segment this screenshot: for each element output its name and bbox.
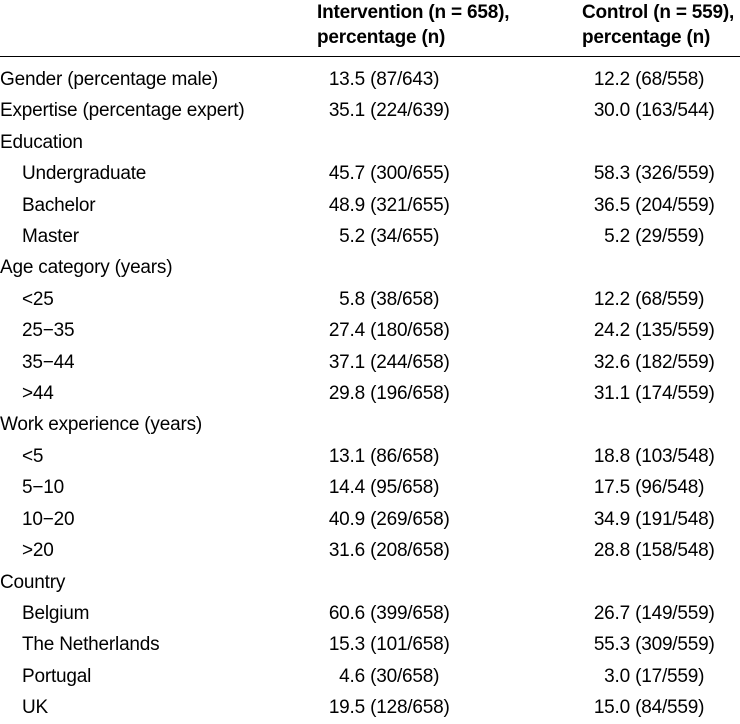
row-label: The Netherlands <box>22 634 160 656</box>
row-label: <5 <box>22 445 44 467</box>
header-intervention-line1: Intervention (n = 658), <box>317 2 510 23</box>
cell-percentage: 4.6 <box>339 665 365 687</box>
cell-count: (135/559) <box>630 320 715 342</box>
cell-control <box>582 57 740 96</box>
cell-control <box>582 158 740 189</box>
cell-percentage: 5.8 <box>339 288 365 310</box>
cell-percentage: 13.1 <box>328 445 365 467</box>
cell-count: (96/548) <box>630 477 705 499</box>
cell-intervention <box>317 95 582 126</box>
cell-count: (321/655) <box>365 194 450 216</box>
cell-percentage: 12.2 <box>593 69 630 90</box>
cell-intervention <box>317 252 582 283</box>
table-row <box>0 95 740 126</box>
cell-control <box>582 190 740 221</box>
row-label: Gender (percentage male) <box>0 69 219 90</box>
cell-percentage: 5.2 <box>604 226 630 248</box>
cell-count: (163/544) <box>630 100 715 122</box>
cell-control <box>582 472 740 503</box>
cell-count: (269/658) <box>365 508 450 530</box>
cell-count: (196/658) <box>365 383 450 405</box>
table-row <box>0 57 740 96</box>
cell-count: (399/658) <box>365 602 450 624</box>
table-row <box>0 252 740 283</box>
row-label: 10−20 <box>22 508 75 530</box>
cell-control <box>582 661 740 692</box>
cell-percentage: 32.6 <box>593 351 630 373</box>
cell-intervention <box>317 629 582 660</box>
table-row <box>0 692 740 723</box>
cell-intervention <box>317 315 582 346</box>
table-row <box>0 190 740 221</box>
table-row <box>0 661 740 692</box>
cell-percentage: 45.7 <box>328 163 365 185</box>
cell-intervention <box>317 190 582 221</box>
cell-control <box>582 409 740 440</box>
cell-count: (68/558) <box>630 69 705 90</box>
cell-control <box>582 692 740 723</box>
table-row <box>0 441 740 472</box>
cell-count: (101/658) <box>365 634 450 656</box>
cell-count: (87/643) <box>365 69 440 90</box>
cell-intervention <box>317 598 582 629</box>
cell-intervention <box>317 441 582 472</box>
header-intervention-line2: percentage (n) <box>317 27 446 48</box>
cell-percentage: 29.8 <box>328 383 365 405</box>
row-label: 35−44 <box>22 351 75 373</box>
table-body <box>0 57 740 724</box>
cell-percentage: 55.3 <box>593 634 630 656</box>
cell-intervention <box>317 221 582 252</box>
cell-intervention <box>317 692 582 723</box>
cell-count: (326/559) <box>630 163 715 185</box>
table-row <box>0 409 740 440</box>
header-row <box>0 0 740 57</box>
header-control <box>582 0 740 57</box>
row-label: Master <box>22 226 79 248</box>
cell-percentage: 15.3 <box>328 634 365 656</box>
cell-control <box>582 504 740 535</box>
cell-percentage: 31.6 <box>328 540 365 562</box>
cell-count: (95/658) <box>365 477 440 499</box>
row-label: Country <box>0 571 66 593</box>
cell-count: (300/655) <box>365 163 450 185</box>
cell-count: (174/559) <box>630 383 715 405</box>
table-header <box>0 0 740 57</box>
cell-count: (38/658) <box>365 288 440 310</box>
table-row <box>0 158 740 189</box>
cell-intervention <box>317 127 582 158</box>
cell-count: (204/559) <box>630 194 715 216</box>
row-label: 5−10 <box>22 477 64 499</box>
table-row <box>0 472 740 503</box>
cell-percentage: 27.4 <box>328 320 365 342</box>
cell-control <box>582 95 740 126</box>
cell-intervention <box>317 535 582 566</box>
cell-count: (149/559) <box>630 602 715 624</box>
table-row <box>0 221 740 252</box>
cell-percentage: 14.4 <box>328 477 365 499</box>
cell-percentage: 35.1 <box>328 100 365 122</box>
table-row <box>0 504 740 535</box>
cell-count: (103/548) <box>630 445 715 467</box>
cell-intervention <box>317 284 582 315</box>
cell-count: (34/655) <box>365 226 440 248</box>
cell-count: (68/559) <box>630 288 705 310</box>
cell-count: (17/559) <box>630 665 705 687</box>
cell-intervention <box>317 661 582 692</box>
cell-control <box>582 252 740 283</box>
cell-intervention <box>317 378 582 409</box>
row-label: Bachelor <box>22 194 96 216</box>
header-characteristic <box>0 0 317 57</box>
cell-percentage: 19.5 <box>328 697 365 719</box>
table-row <box>0 598 740 629</box>
cell-control <box>582 284 740 315</box>
cell-control <box>582 441 740 472</box>
cell-control <box>582 598 740 629</box>
cell-count: (30/658) <box>365 665 440 687</box>
row-label: Work experience (years) <box>0 414 203 436</box>
cell-control <box>582 221 740 252</box>
row-label: 25−35 <box>22 320 75 342</box>
row-label: Education <box>0 131 83 153</box>
cell-count: (309/559) <box>630 634 715 656</box>
cell-count: (208/658) <box>365 540 450 562</box>
cell-percentage: 12.2 <box>593 288 630 310</box>
cell-control <box>582 567 740 598</box>
row-label: UK <box>22 697 48 719</box>
cell-intervention <box>317 347 582 378</box>
cell-intervention <box>317 158 582 189</box>
table-row <box>0 315 740 346</box>
cell-percentage: 17.5 <box>593 477 630 499</box>
cell-control <box>582 347 740 378</box>
header-intervention <box>317 0 582 57</box>
cell-percentage: 18.8 <box>593 445 630 467</box>
cell-count: (180/658) <box>365 320 450 342</box>
cell-percentage: 58.3 <box>593 163 630 185</box>
cell-intervention <box>317 504 582 535</box>
row-label: >44 <box>22 383 54 405</box>
cell-control <box>582 629 740 660</box>
cell-intervention <box>317 57 582 96</box>
cell-control <box>582 535 740 566</box>
cell-count: (128/658) <box>365 697 450 719</box>
cell-percentage: 48.9 <box>328 194 365 216</box>
row-label: Belgium <box>22 602 90 624</box>
table-row <box>0 347 740 378</box>
header-control-line2: percentage (n) <box>582 27 711 48</box>
cell-percentage: 31.1 <box>593 383 630 405</box>
row-label: Portugal <box>22 665 92 687</box>
cell-control <box>582 378 740 409</box>
table-row <box>0 284 740 315</box>
cell-percentage: 37.1 <box>328 351 365 373</box>
row-label: <25 <box>22 288 54 310</box>
cell-percentage: 15.0 <box>593 697 630 719</box>
cell-intervention <box>317 567 582 598</box>
row-label: Age category (years) <box>0 257 173 279</box>
cell-count: (158/548) <box>630 540 715 562</box>
row-label: Expertise (percentage expert) <box>0 100 245 122</box>
cell-percentage: 40.9 <box>328 508 365 530</box>
cell-percentage: 60.6 <box>328 602 365 624</box>
cell-count: (244/658) <box>365 351 450 373</box>
cell-percentage: 28.8 <box>593 540 630 562</box>
row-label: >20 <box>22 540 54 562</box>
cell-count: (86/658) <box>365 445 440 467</box>
cell-percentage: 5.2 <box>339 226 365 248</box>
cell-percentage: 34.9 <box>593 508 630 530</box>
cell-control <box>582 315 740 346</box>
table-row <box>0 127 740 158</box>
table-row <box>0 629 740 660</box>
table-row <box>0 535 740 566</box>
cell-count: (182/559) <box>630 351 715 373</box>
cell-percentage: 24.2 <box>593 320 630 342</box>
cell-control <box>582 127 740 158</box>
cell-percentage: 36.5 <box>593 194 630 216</box>
cell-percentage: 3.0 <box>604 665 630 687</box>
cell-count: (84/559) <box>630 697 705 719</box>
table-row <box>0 378 740 409</box>
cell-intervention <box>317 472 582 503</box>
cell-intervention <box>317 409 582 440</box>
cell-count: (29/559) <box>630 226 705 248</box>
cell-count: (191/548) <box>630 508 715 530</box>
cell-count: (224/639) <box>365 100 450 122</box>
table-row <box>0 567 740 598</box>
cell-percentage: 30.0 <box>593 100 630 122</box>
header-control-line1: Control (n = 559), <box>582 2 735 23</box>
cell-percentage: 26.7 <box>593 602 630 624</box>
row-label: Undergraduate <box>22 163 147 185</box>
cell-percentage: 13.5 <box>328 69 365 90</box>
